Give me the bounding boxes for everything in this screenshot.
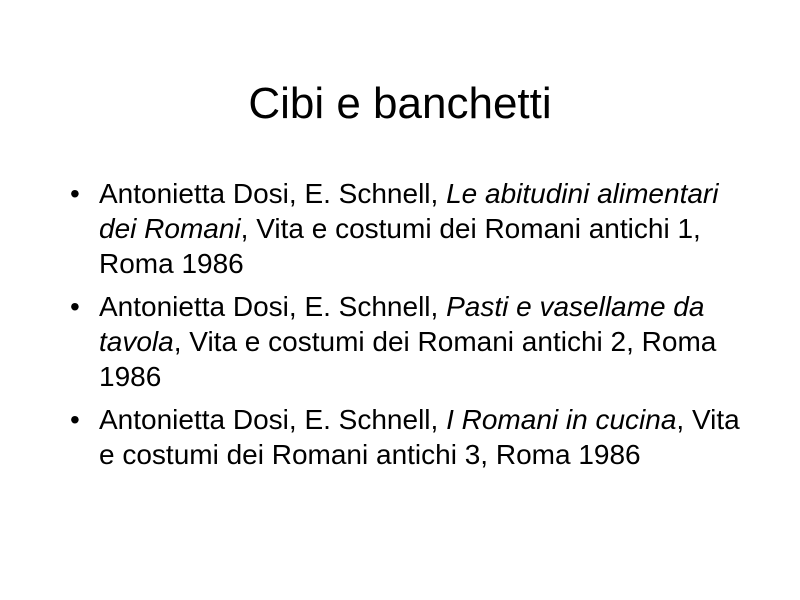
- bullet-icon: [70, 402, 90, 437]
- item-title: Pasti e vasellame da tavola: [99, 291, 705, 357]
- item-title: Le abitudini alimentari dei Romani: [99, 178, 719, 244]
- item-authors: Antonietta Dosi, E. Schnell,: [99, 404, 447, 435]
- list-item: [70, 289, 740, 394]
- item-details: , Vita e costumi dei Romani antichi 3, Roma 1986: [99, 404, 740, 470]
- item-authors: Antonietta Dosi, E. Schnell,: [99, 178, 447, 209]
- bullet-icon: [70, 176, 90, 211]
- bullet-icon: [70, 289, 90, 324]
- list-item: [70, 402, 740, 472]
- item-authors: Antonietta Dosi, E. Schnell,: [99, 291, 447, 322]
- item-details: , Vita e costumi dei Romani antichi 1, Roma 1986: [99, 213, 701, 279]
- slide-title: Cibi e banchetti: [248, 79, 552, 128]
- item-details: , Vita e costumi dei Romani antichi 2, Roma 1986: [99, 326, 717, 392]
- list-item: [70, 176, 740, 281]
- item-title: I Romani in cucina: [446, 404, 677, 435]
- bibliography-list: [70, 176, 740, 480]
